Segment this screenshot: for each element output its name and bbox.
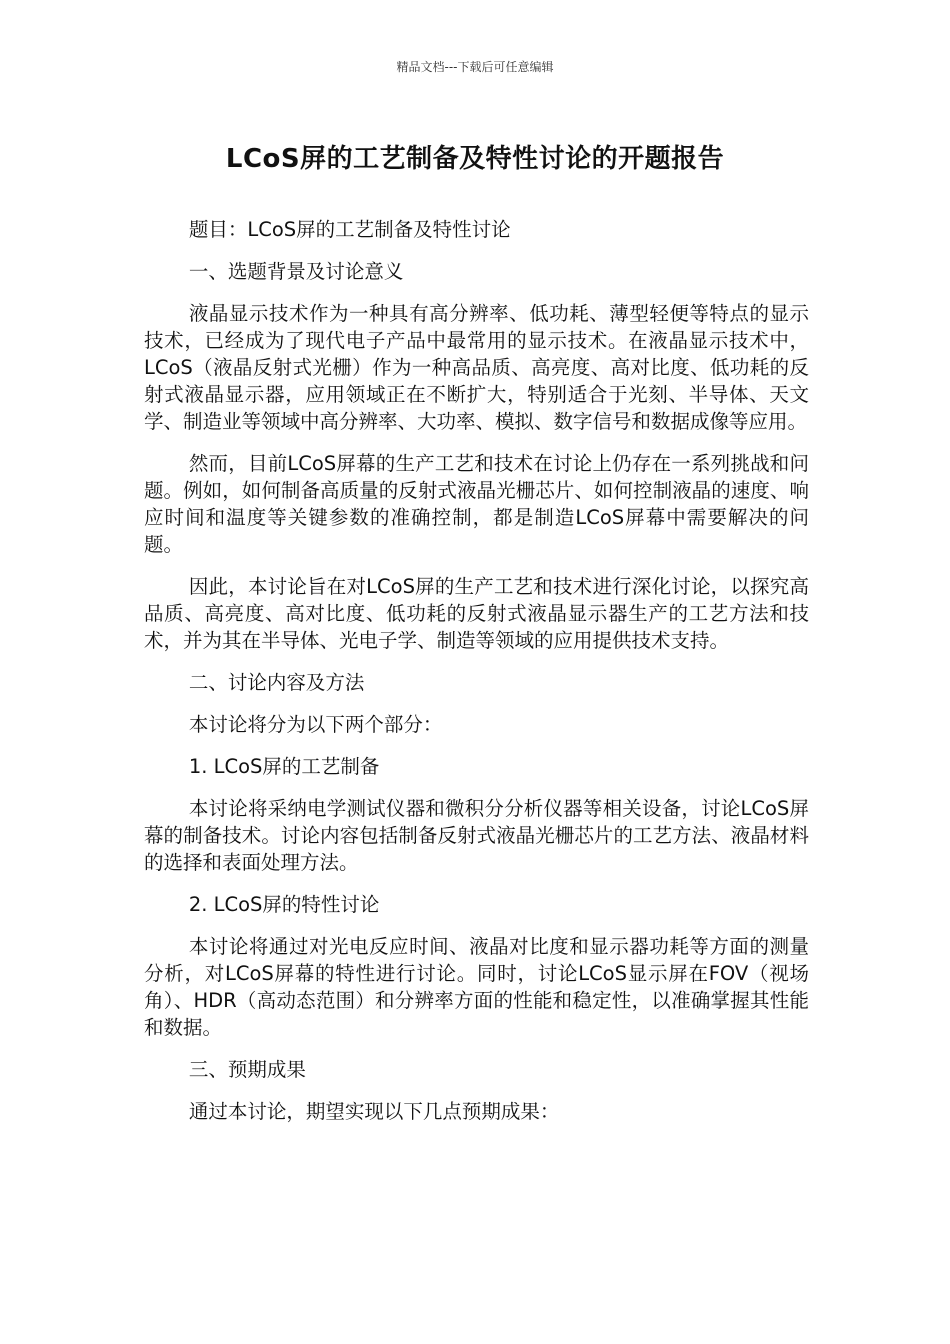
document-body [144, 216, 809, 1140]
topic-line: 题目：LCoS屏的工艺制备及特性讨论 [188, 218, 511, 241]
paragraph-results-intro: 通过本讨论，期望实现以下几点预期成果： [188, 1100, 560, 1123]
paragraph-process: 本讨论将采纳电学测试仪器和微积分分析仪器等相关设备，讨论LCoS屏幕的制备技术。讨论内容包括制备反射式液晶光栅芯片的工艺方法、液晶材料的选择和表面处理方法。 [144, 797, 809, 874]
page-header: 精品文档---下载后可任意编辑 [396, 60, 554, 74]
paragraph-parts-intro: 本讨论将分为以下两个部分： [188, 713, 443, 736]
document-title: LCoS屏的工艺制备及特性讨论的开题报告 [225, 144, 725, 174]
subheading-process: 1. LCoS屏的工艺制备 [188, 755, 380, 778]
section-heading-content: 二、讨论内容及方法 [188, 671, 365, 694]
subheading-characteristics: 2. LCoS屏的特性讨论 [188, 893, 380, 916]
paragraph-characteristics: 本讨论将通过对光电反应时间、液晶对比度和显示器功耗等方面的测量分析，对LCoS屏幕的特性进行讨论。同时，讨论LCoS显示屏在FOV（视场角）、HDR（高动态范围）和分辨率方面的性能和稳定性，以准确掌握其性能和数据。 [144, 935, 809, 1039]
paragraph-challenges: 然而，目前LCoS屏幕的生产工艺和技术在讨论上仍存在一系列挑战和问题。例如，如何制备高质量的反射式液晶光栅芯片、如何控制液晶的速度、响应时间和温度等关键参数的准确控制，都是制造LCoS屏幕中需要解决的问题。 [144, 452, 809, 556]
paragraph-purpose: 因此，本讨论旨在对LCoS屏的生产工艺和技术进行深化讨论，以探究高品质、高亮度、高对比度、低功耗的反射式液晶显示器生产的工艺方法和技术，并为其在半导体、光电子学、制造等领域的应用提供技术支持。 [144, 575, 809, 652]
paragraph-background: 液晶显示技术作为一种具有高分辨率、低功耗、薄型轻便等特点的显示技术，已经成为了现代电子产品中最常用的显示技术。在液晶显示技术中，LCoS（液晶反射式光栅）作为一种高品质、高亮度、高对比度、低功耗的反射式液晶显示器，应用领域正在不断扩大，特别适合于光刻、半导体、天文学、制造业等领域中高分辨率、大功率、模拟、数字信号和数据成像等应用。 [144, 302, 809, 433]
section-heading-results: 三、预期成果 [188, 1058, 306, 1081]
section-heading-background: 一、选题背景及讨论意义 [188, 260, 404, 283]
